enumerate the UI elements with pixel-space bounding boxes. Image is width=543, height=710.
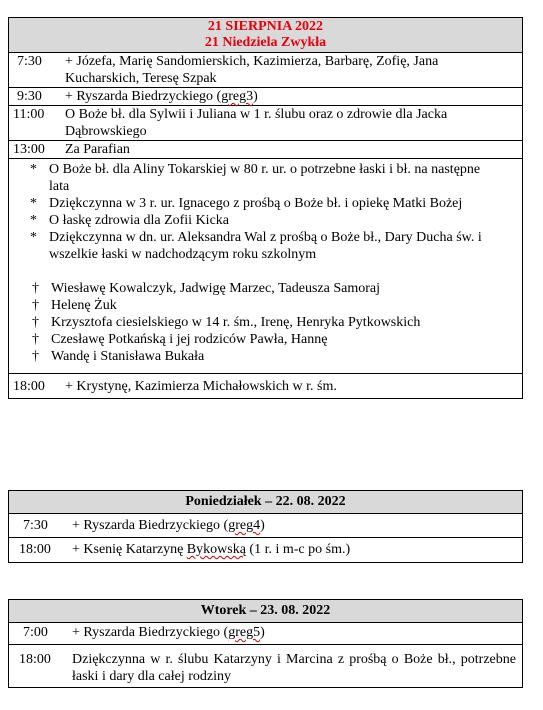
mass-intention: O Boże bł. dla Sylwii i Juliana w 1 r. ślubu oraz o zdrowie dla Jacka Dąbrowskiego <box>65 107 448 139</box>
mass-intention: Dziękczynna w r. ślubu Katarzyny i Marcina z prośbą o Boże bł., potrzebne łaski i dary dla całej rodziny <box>72 652 516 684</box>
collective-intentions <box>9 159 522 374</box>
list-item: * O Boże bł. dla Aliny Tokarskiej w 80 r. ur. o potrzebne łaski i bł. na następne lata <box>9 161 522 195</box>
mass-intention: + Józefa, Marię Sandomierskich, Kazimierza, Barbarę, Zofię, Jana Kucharskich, Teresę Szpak <box>65 54 439 86</box>
sunday-name: 21 Niedziela Zwykła <box>204 35 327 50</box>
mass-time: 7:30 <box>17 54 42 69</box>
monday-header: Poniedziałek – 22. 08. 2022 <box>9 491 522 514</box>
sunday-schedule-table <box>8 17 523 399</box>
mass-time: 7:00 <box>23 625 48 640</box>
schedule-row <box>9 623 522 645</box>
list-item: † Krzysztofa ciesielskiego w 14 r. śm., Irenę, Henryka Pytkowskich <box>9 314 522 331</box>
mass-time: 18:00 <box>19 542 51 557</box>
mass-intention: + Ksenię Katarzynę Bykowską (1 r. i m-c po śm.) <box>72 542 351 557</box>
schedule-row <box>9 514 522 538</box>
cross-icon: † <box>32 281 39 296</box>
mass-intention: + Ryszarda Biedrzyckiego (greg4) <box>72 518 265 533</box>
mass-time: 13:00 <box>13 142 45 157</box>
sunday-date: 21 SIERPNIA 2022 <box>207 19 324 34</box>
mass-time: 18:00 <box>19 652 51 667</box>
asterisk-icon: * <box>30 196 37 211</box>
list-item: † Czesławę Potkańską i jej rodziców Pawła, Hannę <box>9 331 522 348</box>
asterisk-icon: * <box>30 162 37 177</box>
mass-intention: + Krystynę, Kazimierza Michałowskich w r. śm. <box>65 379 337 394</box>
spellcheck-word: greg3 <box>221 89 254 104</box>
schedule-row <box>9 538 522 562</box>
schedule-row <box>9 645 522 687</box>
list-item: * O łaskę zdrowia dla Zofii Kicka <box>9 212 522 229</box>
schedule-row <box>9 53 522 88</box>
mass-intention: + Ryszarda Biedrzyckiego (greg3) <box>65 89 258 104</box>
spellcheck-word: greg4 <box>228 518 261 533</box>
asterisk-icon: * <box>30 230 37 245</box>
mass-intention: + Ryszarda Biedrzyckiego (greg5) <box>72 625 265 640</box>
mass-time: 7:30 <box>23 518 48 533</box>
monday-schedule-table <box>8 490 523 563</box>
mass-time: 9:30 <box>17 89 42 104</box>
list-item: † Helenę Żuk <box>9 297 522 314</box>
mass-intention: Za Parafian <box>65 142 130 157</box>
cross-icon: † <box>32 332 39 347</box>
sunday-header <box>9 18 522 53</box>
schedule-row <box>9 374 522 398</box>
list-item: * Dziękczynna w 3 r. ur. Ignacego z prośbą o Boże bł. i opiekę Matki Bożej <box>9 195 522 212</box>
mass-time: 11:00 <box>13 107 45 122</box>
cross-icon: † <box>32 298 39 313</box>
schedule-row <box>9 106 522 141</box>
spellcheck-word: greg5 <box>228 625 261 640</box>
cross-icon: † <box>32 349 39 364</box>
spellcheck-word: Bykowską <box>186 542 246 557</box>
asterisk-icon: * <box>30 213 37 228</box>
list-item: † Wandę i Stanisława Bukała <box>9 348 522 365</box>
list-item: * Dziękczynna w dn. ur. Aleksandra Wal z prośbą o Boże bł., Dary Ducha św. i wszelkie łaski w nadchodzącym roku szkolnym <box>9 229 522 263</box>
schedule-row <box>9 141 522 159</box>
mass-time: 18:00 <box>13 379 45 394</box>
list-item: † Wiesławę Kowalczyk, Jadwigę Marzec, Tadeusza Samoraj <box>9 280 522 297</box>
schedule-row <box>9 88 522 106</box>
tuesday-header: Wtorek – 23. 08. 2022 <box>9 600 522 623</box>
cross-icon: † <box>32 315 39 330</box>
tuesday-schedule-table <box>8 599 523 688</box>
